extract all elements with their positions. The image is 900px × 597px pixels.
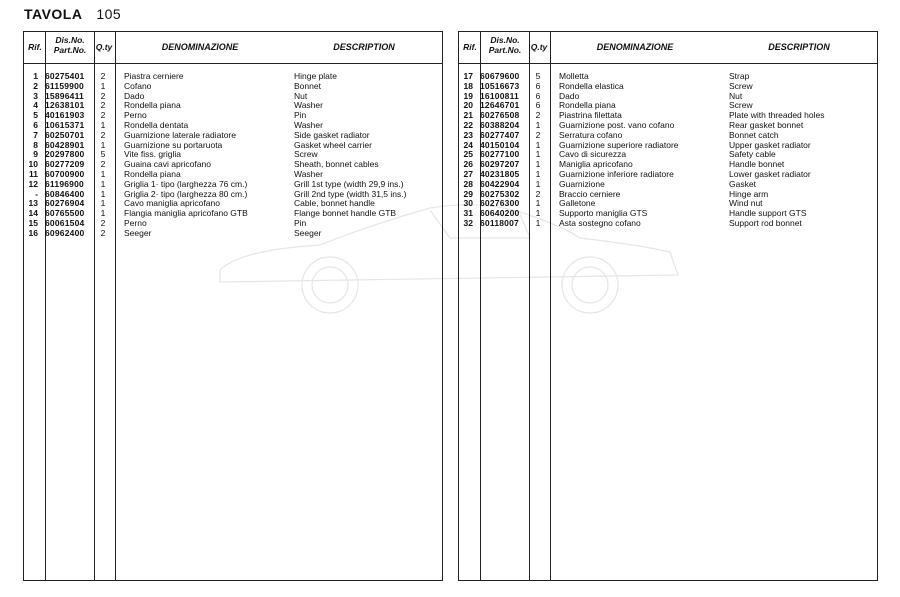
- table-row: [24, 141, 442, 151]
- row-rif: 8: [33, 139, 38, 150]
- row-quantity: 5: [535, 71, 541, 81]
- row-denominazione: Seeger: [124, 227, 152, 238]
- row-description: Wind nut: [729, 198, 763, 209]
- row-description: Flange bonnet handle GTB: [294, 208, 397, 219]
- row-rif: 24: [463, 139, 473, 150]
- parts-table-right: [458, 31, 878, 581]
- row-part-number: 40161903: [45, 110, 85, 121]
- row-rif: 28: [463, 178, 473, 189]
- row-part-number: 60277100: [480, 149, 520, 160]
- row-description: Plate with threaded holes: [729, 110, 825, 121]
- row-quantity: 1: [100, 208, 106, 219]
- table-row: [24, 219, 442, 229]
- table-row: [459, 190, 877, 200]
- row-quantity: 2: [100, 159, 106, 170]
- table-row: [24, 131, 442, 141]
- row-description: Grill 2nd type (width 31,5 ins.): [294, 188, 407, 199]
- row-quantity: 2: [535, 188, 541, 199]
- row-denominazione: Piastrina filettata: [559, 110, 622, 121]
- row-denominazione: Guarnizione: [559, 178, 605, 189]
- row-rif: 31: [463, 208, 473, 219]
- row-denominazione: Guarnizione inferiore radiatore: [559, 168, 674, 179]
- row-quantity: 1: [535, 139, 541, 150]
- row-description: Screw: [729, 80, 753, 91]
- row-rif: 13: [28, 198, 38, 209]
- row-quantity: 2: [100, 110, 106, 121]
- row-quantity: 1: [100, 168, 106, 179]
- table-row: [459, 180, 877, 190]
- row-denominazione: Rondella piana: [559, 100, 616, 111]
- row-part-number: 60765500: [45, 208, 85, 219]
- row-description: Strap: [729, 71, 750, 81]
- row-description: Sheath, bonnet cables: [294, 159, 379, 170]
- row-quantity: 2: [100, 227, 106, 238]
- table-row: [459, 170, 877, 180]
- tavola-label: TAVOLA: [24, 6, 82, 22]
- row-denominazione: Rondella dentata: [124, 119, 189, 130]
- row-rif: 16: [28, 227, 38, 238]
- row-rif: 6: [33, 119, 38, 130]
- row-part-number: 61196900: [45, 178, 84, 189]
- row-part-number: 60428901: [45, 139, 85, 150]
- row-part-number: 40150104: [480, 139, 520, 150]
- row-part-number: 40231805: [480, 168, 520, 179]
- row-denominazione: Griglia 1· tipo (larghezza 76 cm.): [124, 178, 248, 189]
- table-row: [24, 209, 442, 219]
- row-rif: 25: [463, 149, 473, 160]
- row-quantity: 2: [535, 110, 541, 121]
- row-quantity: 1: [535, 159, 541, 170]
- row-rif: 19: [463, 90, 473, 101]
- row-rif: 22: [463, 119, 473, 130]
- page-header: [24, 6, 121, 22]
- table-row: [24, 82, 442, 92]
- table-header: [459, 32, 877, 64]
- row-rif: 4: [33, 100, 38, 111]
- row-quantity: 2: [100, 129, 106, 140]
- row-denominazione: Dado: [559, 90, 580, 101]
- row-rif: 20: [463, 100, 473, 111]
- col-rif-header: Rif.: [463, 42, 477, 52]
- row-rif: 29: [463, 188, 473, 199]
- row-quantity: 1: [535, 208, 541, 219]
- row-part-number: 12646701: [480, 100, 520, 111]
- row-quantity: 1: [535, 198, 541, 209]
- table-row: [24, 150, 442, 160]
- row-denominazione: Guaina cavi apricofano: [124, 159, 211, 170]
- row-rif: 17: [463, 71, 473, 81]
- row-description: Support rod bonnet: [729, 217, 802, 228]
- row-denominazione: Flangia maniglia apricofano GTB: [124, 208, 248, 219]
- table-row: [459, 209, 877, 219]
- row-quantity: 6: [535, 100, 541, 111]
- row-denominazione: Dado: [124, 90, 145, 101]
- row-denominazione: Rondella elastica: [559, 80, 624, 91]
- row-part-number: 60276300: [480, 198, 520, 209]
- col-part-header: [46, 35, 94, 55]
- row-part-number: 12638101: [45, 100, 85, 111]
- row-denominazione: Guarnizione post. vano cofano: [559, 119, 675, 130]
- row-rif: 30: [463, 198, 473, 209]
- table-row: [459, 92, 877, 102]
- table-row: [24, 101, 442, 111]
- parts-table-left: [23, 31, 443, 581]
- row-quantity: 1: [535, 119, 541, 130]
- row-rif: 21: [463, 110, 473, 121]
- col-dis-no-label: Dis.No.: [55, 35, 85, 45]
- col-qty-header: Q.ty: [95, 42, 113, 52]
- row-description: Washer: [294, 100, 323, 111]
- row-quantity: 2: [100, 90, 106, 101]
- row-part-number: 60275401: [45, 71, 85, 81]
- row-denominazione: Cofano: [124, 80, 152, 91]
- row-part-number: 60422904: [480, 178, 520, 189]
- row-denominazione: Griglia 2· tipo (larghezza 80 cm.): [124, 188, 248, 199]
- row-description: Hinge arm: [729, 188, 769, 199]
- row-quantity: 1: [535, 149, 541, 160]
- row-rif: 9: [33, 149, 38, 160]
- row-denominazione: Molletta: [559, 71, 589, 81]
- row-quantity: 2: [535, 129, 541, 140]
- row-part-number: 60388204: [480, 119, 520, 130]
- row-description: Pin: [294, 217, 307, 228]
- row-part-number: 16100811: [480, 90, 519, 101]
- table-row: [459, 219, 877, 229]
- table-row: [459, 199, 877, 209]
- col-part-no-label: Part.No.: [488, 45, 522, 55]
- row-denominazione: Vite fiss. griglia: [124, 149, 182, 160]
- row-description: Hinge plate: [294, 71, 338, 81]
- row-rif: 7: [33, 129, 38, 140]
- row-description: Pin: [294, 110, 307, 121]
- row-denominazione: Galletone: [559, 198, 596, 209]
- row-denominazione: Guarnizione laterale radiatore: [124, 129, 236, 140]
- table-row: [459, 141, 877, 151]
- row-description: Screw: [729, 100, 753, 111]
- rows-right: [459, 72, 877, 229]
- row-part-number: 60962400: [45, 227, 85, 238]
- row-description: Handle bonnet: [729, 159, 785, 170]
- col-denominazione-header: DENOMINAZIONE: [161, 42, 239, 52]
- row-description: Nut: [294, 90, 308, 101]
- row-description: Nut: [729, 90, 743, 101]
- table-row: [459, 72, 877, 82]
- table-row: [459, 150, 877, 160]
- row-part-number: 60679600: [480, 71, 520, 81]
- row-rif: 12: [28, 178, 38, 189]
- row-denominazione: Guarnizione superiore radiatore: [559, 139, 679, 150]
- row-denominazione: Guarnizione su portaruota: [124, 139, 223, 150]
- row-part-number: 60297207: [480, 159, 520, 170]
- row-part-number: 60118007: [480, 217, 519, 228]
- row-quantity: 1: [100, 139, 106, 150]
- row-part-number: 61159900: [45, 80, 84, 91]
- row-denominazione: Perno: [124, 110, 147, 121]
- row-denominazione: Cavo di sicurezza: [559, 149, 627, 160]
- row-denominazione: Rondella piana: [124, 100, 181, 111]
- row-rif: 5: [33, 110, 38, 121]
- row-description: Upper gasket radiator: [729, 139, 811, 150]
- row-quantity: 1: [535, 168, 541, 179]
- col-denominazione-header: DENOMINAZIONE: [596, 42, 674, 52]
- row-description: Grill 1st type (width 29,9 ins.): [294, 178, 404, 189]
- row-part-number: 20297800: [45, 149, 85, 160]
- row-part-number: 60640200: [480, 208, 520, 219]
- col-dis-no-label: Dis.No.: [490, 35, 520, 45]
- col-description-header: DESCRIPTION: [768, 42, 830, 52]
- row-rif: 2: [33, 80, 38, 91]
- row-rif: 27: [463, 168, 473, 179]
- row-part-number: 60277407: [480, 129, 520, 140]
- table-row: [24, 92, 442, 102]
- row-quantity: 1: [100, 119, 106, 130]
- row-quantity: 2: [100, 100, 106, 111]
- table-row: [24, 111, 442, 121]
- row-quantity: 1: [100, 178, 106, 189]
- table-row: [24, 72, 442, 82]
- row-quantity: 1: [535, 217, 541, 228]
- row-part-number: 60846400: [45, 188, 85, 199]
- col-part-no-label: Part.No.: [53, 45, 87, 55]
- row-denominazione: Rondella piana: [124, 168, 181, 179]
- row-rif: 3: [33, 90, 38, 101]
- row-quantity: 1: [535, 178, 541, 189]
- row-denominazione: Perno: [124, 217, 147, 228]
- row-denominazione: Braccio cerniere: [559, 188, 621, 199]
- row-part-number: 60275302: [480, 188, 520, 199]
- row-description: Gasket wheel carrier: [294, 139, 372, 150]
- row-quantity: 1: [100, 198, 106, 209]
- row-rif: 1: [33, 71, 38, 81]
- row-description: Washer: [294, 119, 323, 130]
- row-part-number: 60276508: [480, 110, 520, 121]
- row-denominazione: Maniglia apricofano: [559, 159, 633, 170]
- rows-left: [24, 72, 442, 239]
- row-rif: 18: [463, 80, 473, 91]
- col-qty-header: Q.ty: [530, 42, 548, 52]
- col-description-header: DESCRIPTION: [333, 42, 395, 52]
- row-part-number: 60276904: [45, 198, 85, 209]
- row-denominazione: Supporto maniglia GTS: [559, 208, 648, 219]
- row-part-number: 10516673: [480, 80, 520, 91]
- row-description: Side gasket radiator: [294, 129, 370, 140]
- row-description: Gasket: [729, 178, 756, 189]
- row-quantity: 2: [100, 71, 106, 81]
- row-description: Cable, bonnet handle: [294, 198, 375, 209]
- row-rif: -: [35, 188, 38, 199]
- col-rif-header: Rif.: [28, 42, 42, 52]
- row-description: Handle support GTS: [729, 208, 807, 219]
- row-part-number: 15896411: [45, 90, 84, 101]
- row-quantity: 5: [100, 149, 106, 160]
- row-description: Bonnet catch: [729, 129, 779, 140]
- row-denominazione: Asta sostegno cofano: [559, 217, 641, 228]
- row-quantity: 1: [100, 80, 106, 91]
- row-description: Seeger: [294, 227, 322, 238]
- row-part-number: 60700900: [45, 168, 85, 179]
- row-denominazione: Serratura cofano: [559, 129, 623, 140]
- row-part-number: 60250701: [45, 129, 85, 140]
- row-quantity: 1: [100, 188, 106, 199]
- row-description: Lower gasket radiator: [729, 168, 811, 179]
- row-rif: 15: [28, 217, 38, 228]
- row-rif: 10: [28, 159, 38, 170]
- row-part-number: 10615371: [45, 119, 85, 130]
- row-rif: 26: [463, 159, 473, 170]
- row-description: Washer: [294, 168, 323, 179]
- table-header: [24, 32, 442, 64]
- table-row: [459, 121, 877, 131]
- row-quantity: 2: [100, 217, 106, 228]
- row-quantity: 6: [535, 90, 541, 101]
- row-description: Screw: [294, 149, 318, 160]
- row-part-number: 60061504: [45, 217, 85, 228]
- row-quantity: 6: [535, 80, 541, 91]
- col-part-header: [481, 35, 529, 55]
- table-row: [24, 190, 442, 200]
- row-description: Bonnet: [294, 80, 321, 91]
- table-row: [459, 82, 877, 92]
- row-description: Rear gasket bonnet: [729, 119, 804, 130]
- row-denominazione: Piastra cerniere: [124, 71, 184, 81]
- row-rif: 23: [463, 129, 473, 140]
- table-row: [24, 229, 442, 239]
- table-row: [24, 160, 442, 170]
- row-part-number: 60277209: [45, 159, 85, 170]
- tavola-number: 105: [96, 6, 122, 22]
- row-rif: 14: [28, 208, 38, 219]
- row-description: Safety cable: [729, 149, 776, 160]
- row-rif: 32: [463, 217, 473, 228]
- row-denominazione: Cavo maniglia apricofano: [124, 198, 220, 209]
- row-rif: 11: [29, 168, 38, 179]
